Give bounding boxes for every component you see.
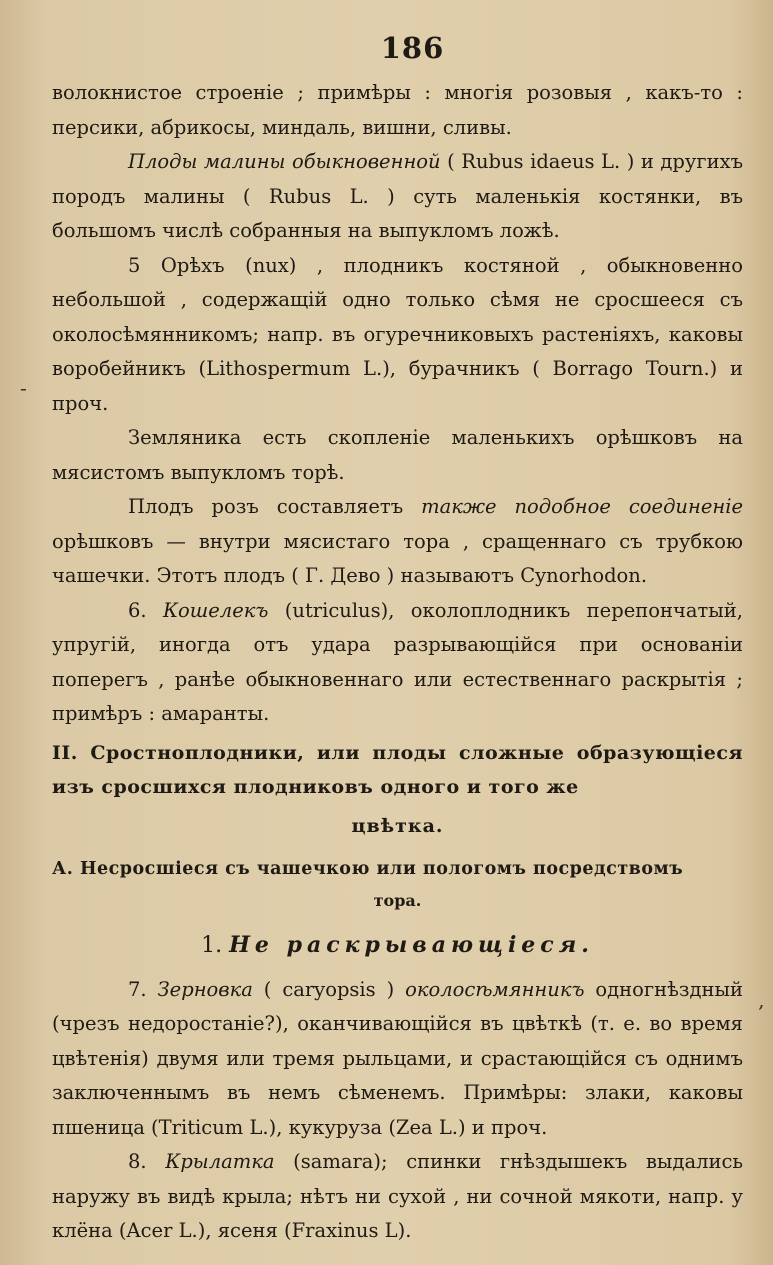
- paragraph-samara: [52, 1145, 743, 1249]
- paragraph-text: 8.: [128, 1150, 166, 1173]
- subsection-heading: А. Несросшіеся съ чашечкою или пологомъ посредствомъ: [52, 858, 684, 879]
- paragraph-text: (utriculus), околоплодникъ перепончатый, упругій, иногда отъ удара разрывающійся при основаніи поперегъ , ранѣе обыкновеннаго или естественнаго раскрытія ; примѣръ : амаранты.: [52, 598, 743, 725]
- section-heading: II. Сростноплодники, или плоды сложные образующіеся изъ сросшихся плодниковъ одного и того же: [52, 741, 743, 798]
- italic-term: Плоды малины обыкновенной: [128, 150, 441, 173]
- subheading: [52, 920, 743, 971]
- paragraph-nux: [52, 249, 743, 422]
- paragraph-text: ( caryopsis ): [252, 977, 406, 1001]
- section-heading-end: цвѣтка.: [351, 814, 444, 837]
- subheading-text: Не раскрывающіеся.: [229, 931, 594, 958]
- paragraph-rose: [52, 490, 743, 594]
- paragraph-strawberry: [52, 421, 743, 490]
- paragraph-text: волокнистое строеніе ; примѣры : многія розовыя , какъ-то : персики, абрикосы, миндаль, вишни, сливы.: [52, 81, 743, 139]
- paragraph-continuation: [52, 76, 743, 145]
- margin-mark-right: ‚: [758, 988, 765, 1012]
- paragraph-text: Земляника есть скопленіе маленькихъ орѣшковъ на мясистомъ выпукломъ торѣ.: [52, 426, 743, 484]
- paragraph-text: 5 Орѣхъ (nux) , плодникъ костяной , обыкновенно небольшой , содержащій одно только сѣмя не сросшееся съ околосѣмянникомъ; напр. въ огуречниковыхъ растеніяхъ, каковы воробейникъ (Lithospermum L.), бурачникъ ( Borrago Tourn.) и проч.: [52, 253, 743, 415]
- paragraph-text: ( Rubus idaeus L. ) и другихъ породъ малины ( Rubus L. ) суть маленькія костянки, въ большомъ числѣ собранныя на выпукломъ ложѣ.: [52, 150, 743, 242]
- italic-term: околосѣмянникъ: [405, 977, 585, 1001]
- paragraph-caryopsis: [52, 973, 743, 1146]
- margin-mark-left: -: [20, 376, 27, 400]
- paragraph-text: одногнѣздный (чрезъ недоростаніе?), оканчивающійся въ цвѣткѣ (т. е. во время цвѣтенія) двумя или тремя рыльцами, и срастающійся съ однимъ заключеннымъ въ немъ сѣменемъ. Примѣры: злаки, каковы пшеница (Triticum L.), кукуруза (Zea L.) и проч.: [52, 977, 743, 1139]
- paragraph-raspberry: [52, 145, 743, 249]
- subheading-number: 1.: [201, 932, 223, 958]
- paragraph-text: (samara); спинки гнѣздышекъ выдались наружу въ видѣ крыла; нѣтъ ни сухой , ни сочной мякоти, напр. у клёна (Acer L.), ясеня (Fraxinus L).: [52, 1150, 743, 1242]
- italic-term: также подобное соединеніе: [421, 495, 743, 518]
- page-number: 186: [380, 31, 445, 65]
- paragraph-text: орѣшковъ — внутри мясистаго тора , сращеннаго съ трубкою чашечки. Этотъ плодъ ( Г. Дево ) называютъ Cynorhodon.: [52, 529, 743, 587]
- italic-term: Крылатка: [165, 1150, 275, 1173]
- paragraph-utriculus: [52, 594, 743, 732]
- italic-term: Кошелекъ: [162, 598, 269, 622]
- italic-term: Зерновка: [157, 977, 253, 1001]
- paragraph-text: Плодъ розъ составляетъ: [128, 495, 422, 518]
- paragraph-text: 7.: [128, 977, 158, 1001]
- paragraph-text: 6.: [128, 598, 163, 622]
- subsection-heading-end: тора.: [373, 890, 422, 910]
